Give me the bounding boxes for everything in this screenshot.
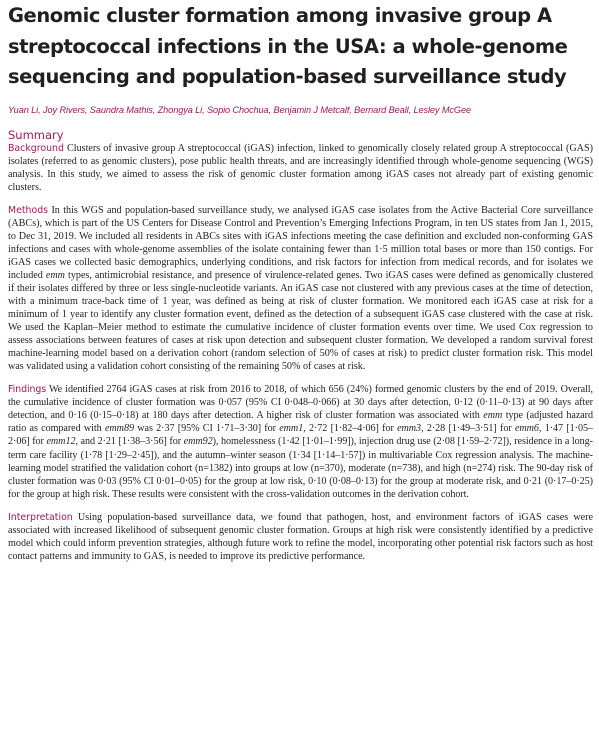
background-label: Background xyxy=(8,142,64,154)
summary-heading: Summary xyxy=(8,127,64,142)
article-title: Genomic cluster formation among invasive group A streptococcal infections in the USA: a whole-genome sequencing and population-based surveillance study xyxy=(8,4,568,88)
findings-paragraph xyxy=(8,383,593,500)
findings-emm-term: emm xyxy=(483,410,503,422)
methods-text-2: types, antimicrobial resistance, and presence of virulence-related genes. Two iGAS cases were defined as genomically clustered if their isolates differed by three or less single-nucleotide variants. An iGAS case not clustered with any previous cases at the time of detection, with a minimum trace-back time of 1 year, was defined as being at risk of cluster formation. We monitored each iGAS case at risk for a minimum of 1 year to identify any cluster formation event, defined as the detection of a subsequent iGAS case clustered with the case at risk. We used the Kaplan–Meier method to estimate the cumulative incidence of cluster formation events over time. We used Cox regression to assess associations between features of cases at risk upon detection and subsequent cluster formation. We developed a random survival forest machine-learning model based on a derivation cohort (random selection of 50% of cases at risk) to predict cluster formation risk. This model was validated using a validation cohort consisting of the remaining 50% of cases at risk. xyxy=(8,269,594,373)
interpretation-paragraph xyxy=(8,511,593,563)
methods-label: Methods xyxy=(8,204,49,216)
findings-label: Findings xyxy=(8,384,47,396)
findings-text-5: , 2·28 [1·49–3·51] for xyxy=(421,423,512,435)
methods-emm-term: emm xyxy=(45,269,65,281)
background-text: Clusters of invasive group A streptococcal (iGAS) infection, linked to genomically closely related group A streptococcal (GAS) isolates (referred to as genomic clusters), pose public health threats, and are increasingly identified through whole-genome sequencing (WGS) analysis. In this study, we aimed to assess the risk of genomic cluster formation among iGAS cases not already part of existing genomic clusters. xyxy=(8,142,594,193)
findings-text-8: ), homelessness (1·42 [1·01–1·99]), injection drug use (2·08 [1·59–2·72]), residence in a long-term care facility (1·78 [1·29–2·45]), and the autumn–winter season (1·34 [1·14–1·57]) in multivariable Cox regression analysis. The machine-learning model stratified the validation cohort (n=1382) into groups at low (n=370), moderate (n=738), and high (n=274) risk. The 90-day risk of cluster formation was 0·03 (95% CI 0·01–0·05) for the group at low risk, 0·10 (0·08–0·13) for the group at moderate risk, and 0·21 (0·17–0·25) for the group at high risk. These results were consistent with the cross-validation outcomes in the derivation cohort. xyxy=(8,436,593,500)
findings-text-4: , 2·72 [1·82–4·06] for xyxy=(303,423,394,435)
article-page xyxy=(8,0,593,563)
findings-text-2: type (adjusted hazard ratio as compared with xyxy=(8,410,594,435)
findings-emm12-term: emm12 xyxy=(46,436,76,448)
background-paragraph xyxy=(8,142,593,194)
findings-text-3: was 2·37 [95% CI 1·71–3·30] for xyxy=(137,423,276,435)
findings-text-1: We identified 2764 iGAS cases at risk from 2016 to 2018, of which 656 (24%) formed genomic clusters by the end of 2019. Overall, the cumulative incidence of cluster formation was 0·057 (95% CI 0·048–0·066) at 30 days after detection, 0·12 (0·11–0·13) at 90 days after detection, and 0·16 (0·15–0·18) at 180 days after detection. A higher risk of cluster formation was associated with xyxy=(8,384,593,422)
findings-text-6: , 1·47 [1·05–2·06] for xyxy=(8,423,593,448)
methods-paragraph xyxy=(8,204,593,374)
findings-text-7: , and 2·21 [1·38–3·56] for xyxy=(75,436,182,448)
findings-emm1-term: emm1 xyxy=(279,423,304,435)
author-list: Yuan Li, Joy Rivers, Saundra Mathis, Zhongya Li, Sopio Chochua, Benjamin J Metcalf, Bernard Beall, Lesley McGee xyxy=(8,104,471,115)
findings-emm92-term: emm92 xyxy=(183,436,213,448)
findings-emm3-term: emm3 xyxy=(397,423,422,435)
findings-emm6-term: emm6 xyxy=(514,423,539,435)
interpretation-text: Using population-based surveillance data, we found that pathogen, host, and environment factors of iGAS cases were associated with increased likelihood of subsequent genomic cluster formation. Groups at high risk were consistently identified by a predictive model which could inform prevention strategies, although future work to refine the model, incorporating other potential risk factors such as host contact patterns and immunity to GAS, is needed to improve its predictive performance. xyxy=(8,511,593,562)
interpretation-label: Interpretation xyxy=(8,511,73,523)
methods-text-1: In this WGS and population-based surveillance study, we analysed iGAS case isolates from the Active Bacterial Core surveillance (ABCs), which is part of the US Centers for Disease Control and Prevention’s Emerging Infections Program, in ten US states from Jan 1, 2015, to Dec 31, 2019. We included all residents in ABCs sites with iGAS infections meeting the case definition and excluded non-conforming GAS infections and cases with whole-genome assemblies of the isolate containing fewer than 1·5 million total bases or more than 150 contigs. For iGAS cases we collected basic demographics, underlying conditions, and risk factors for infection from medical records, and for isolates we included xyxy=(8,204,594,281)
findings-emm89-term: emm89 xyxy=(105,423,134,435)
